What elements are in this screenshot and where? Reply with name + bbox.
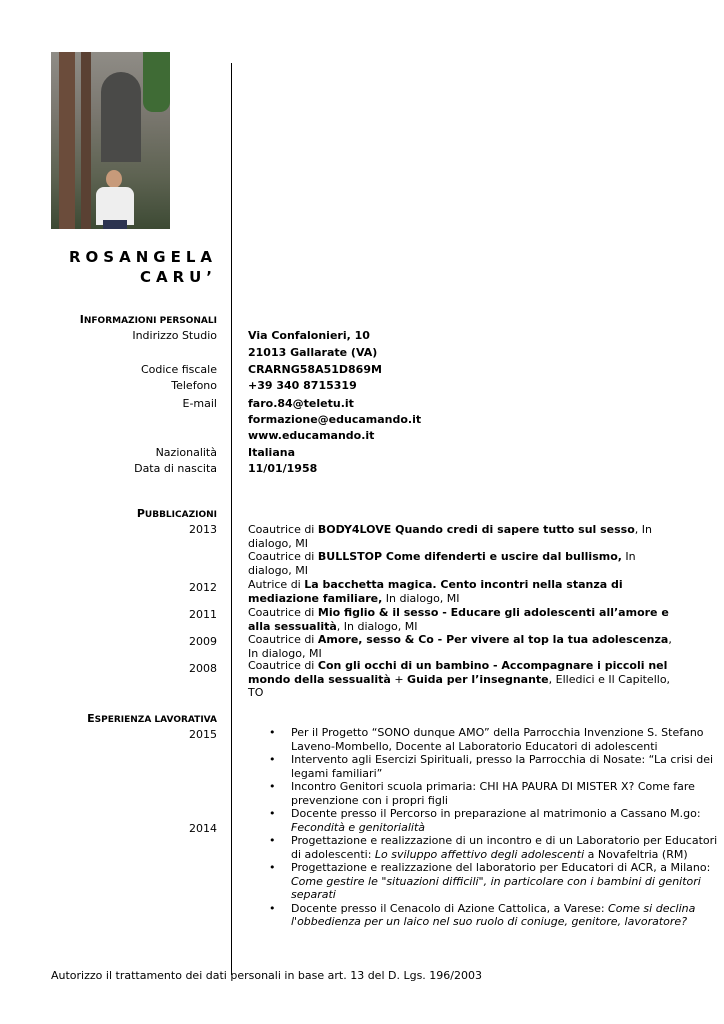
privacy-footer: Autorizzo il trattamento dei dati personali in base art. 13 del D. Lgs. 196/2003 [51, 969, 482, 982]
experience-item: • Progettazione e realizzazione di un incontro e di un Laboratorio per Educatori di adolescenti: Lo sviluppo affettivo degli adolescenti a Novafeltria (RM) [291, 834, 721, 861]
label-email: E-mail [182, 397, 217, 410]
experience-item: • Incontro Genitori scuola primaria: CHI HA PAURA DI MISTER X? Come fare prevenzione con i propri figli [291, 780, 721, 807]
publication-item: Coautrice di BULLSTOP Come difenderti e uscire dal bullismo, In dialogo, MI [248, 550, 636, 577]
label-birth-date: Data di nascita [134, 462, 217, 475]
section-title-personal: INFORMAZIONI PERSONALI [79, 313, 217, 326]
section-title-experience: ESPERIENZA LAVORATIVA [87, 712, 217, 725]
value-tax-code: CRARNG58A51D869M [248, 363, 382, 376]
label-tax-code: Codice fiscale [140, 363, 217, 376]
label-phone: Telefono [171, 379, 217, 392]
pub-year: 2013 [189, 523, 217, 536]
experience-list [248, 726, 721, 929]
publication-item: Coautrice di Amore, sesso & Co - Per vivere al top la tua adolescenza, In dialogo, MI [248, 633, 672, 660]
last-name: CARU’ [139, 268, 217, 286]
experience-item: • Intervento agli Esercizi Spirituali, presso la Parrocchia di Nosate: “La crisi dei legami familiari” [291, 753, 721, 780]
vertical-divider [231, 63, 232, 975]
publication-item: Coautrice di Con gli occhi di un bambino - Accompagnare i piccoli nel mondo della sessualità + Guida per l’insegnante, Elledici e Il Capitello, TO [248, 659, 671, 699]
pub-year: 2009 [189, 635, 217, 648]
label-nationality: Nazionalità [155, 446, 217, 459]
label-address: Indirizzo Studio [132, 329, 217, 342]
pub-year: 2008 [189, 662, 217, 675]
value-birth-date: 11/01/1958 [248, 462, 318, 475]
section-title-publications: PUBBLICAZIONI [136, 507, 217, 520]
value-email-2: formazione@educamando.it [248, 413, 422, 426]
pub-year: 2012 [189, 581, 217, 594]
person-name [69, 247, 217, 287]
pub-year: 2011 [189, 608, 217, 621]
experience-item: • Per il Progetto “SONO dunque AMO” della Parrocchia Invenzione S. Stefano Laveno-Mombello, Docente al Laboratorio Educatori di adolescenti [291, 726, 721, 753]
experience-item: • Docente presso il Percorso in preparazione al matrimonio a Cassano M.go: Fecondità e genitorialità [291, 807, 721, 834]
value-email-1: faro.84@teletu.it [248, 397, 354, 410]
value-website: www.educamando.it [248, 429, 375, 442]
value-address-line1: Via Confalonieri, 10 [248, 329, 370, 342]
experience-item: • Docente presso il Cenacolo di Azione Cattolica, a Varese: Come si declina l'obbedienza per un laico nel suo ruolo di coniuge, genitore, lavoratore? [291, 902, 721, 929]
value-address-line2: 21013 Gallarate (VA) [248, 346, 378, 359]
value-phone: +39 340 8715319 [248, 379, 357, 392]
value-nationality: Italiana [248, 446, 295, 459]
profile-photo [51, 52, 170, 229]
publication-item: Autrice di La bacchetta magica. Cento incontri nella stanza di mediazione familiare, In dialogo, MI [248, 578, 623, 605]
first-name: ROSANGELA [69, 248, 217, 266]
publication-item: Coautrice di Mio figlio & il sesso - Educare gli adolescenti all’amore e alla sessualità, In dialogo, MI [248, 606, 669, 633]
exp-year: 2015 [189, 728, 217, 741]
exp-year: 2014 [189, 822, 217, 835]
experience-item: • Progettazione e realizzazione del laboratorio per Educatori di ACR, a Milano: Come gestire le "situazioni difficili", in particolare con i bambini di genitori separati [291, 861, 721, 902]
publication-item: Coautrice di BODY4LOVE Quando credi di sapere tutto sul sesso, In dialogo, MI [248, 523, 653, 550]
